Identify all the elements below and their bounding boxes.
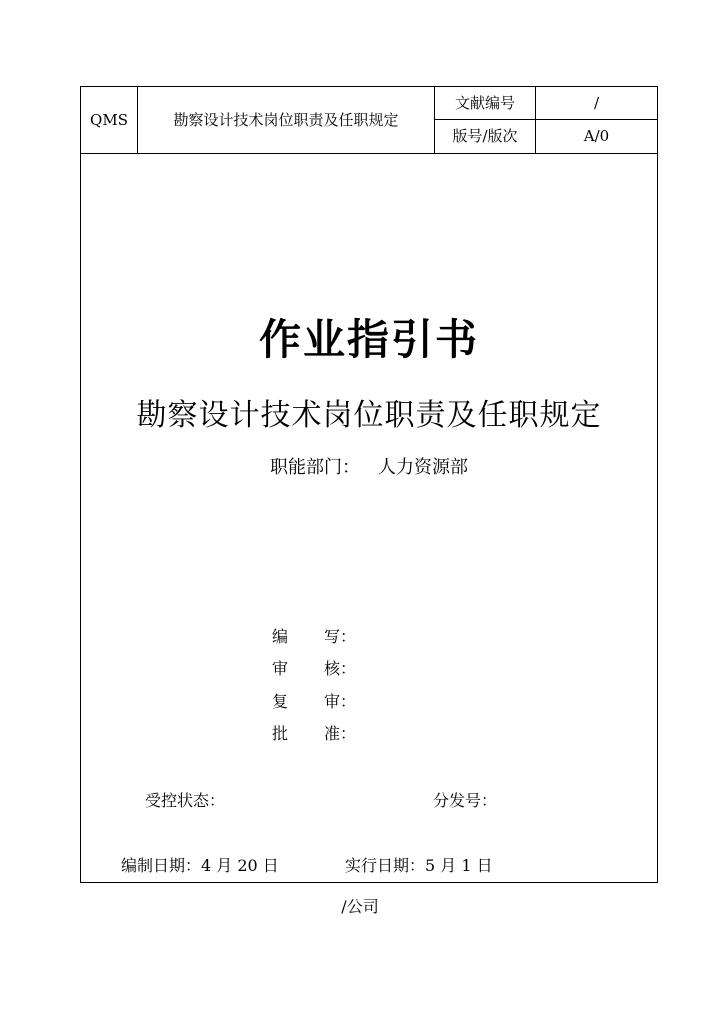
system-code: QMS <box>81 87 138 154</box>
department-line <box>81 453 657 479</box>
signature-label-char-2: 准： <box>324 724 357 743</box>
header-table <box>81 87 657 154</box>
signature-label-char-1: 复 <box>272 692 289 711</box>
control-status-label: 受控状态： <box>145 791 226 810</box>
signature-label-char-2: 写： <box>324 627 357 646</box>
effective-date: 实行日期：5 月 1 日 <box>345 856 493 875</box>
department-value: 人力资源部 <box>378 457 468 478</box>
distribution-number-label: 分发号： <box>433 791 498 810</box>
document-title-cell: 勘察设计技术岗位职责及任职规定 <box>138 87 435 154</box>
sub-title: 勘察设计技术岗位职责及任职规定 <box>136 398 602 433</box>
version-label: 版号/版次 <box>435 120 536 154</box>
document-frame <box>80 86 658 883</box>
company-footer: /公司 <box>341 897 379 916</box>
signature-label-char-2: 审： <box>324 692 357 711</box>
doc-number-value: / <box>536 87 658 120</box>
version-value: A/0 <box>536 120 658 154</box>
department-label: 职能部门： <box>270 457 360 478</box>
main-title: 作业指引书 <box>258 315 479 364</box>
signature-label-char-2: 核： <box>324 659 357 678</box>
header-row-1 <box>81 87 657 120</box>
signature-row-write <box>272 624 356 647</box>
signature-row-recheck <box>272 689 356 712</box>
signature-label-char-1: 审 <box>272 659 289 678</box>
signature-label-char-1: 批 <box>272 724 289 743</box>
compile-date: 编制日期：4 月 20 日 <box>121 856 279 875</box>
signature-row-approve <box>272 721 356 744</box>
doc-number-label: 文献编号 <box>435 87 536 120</box>
signature-label-char-1: 编 <box>272 627 289 646</box>
signature-row-review <box>272 656 356 679</box>
